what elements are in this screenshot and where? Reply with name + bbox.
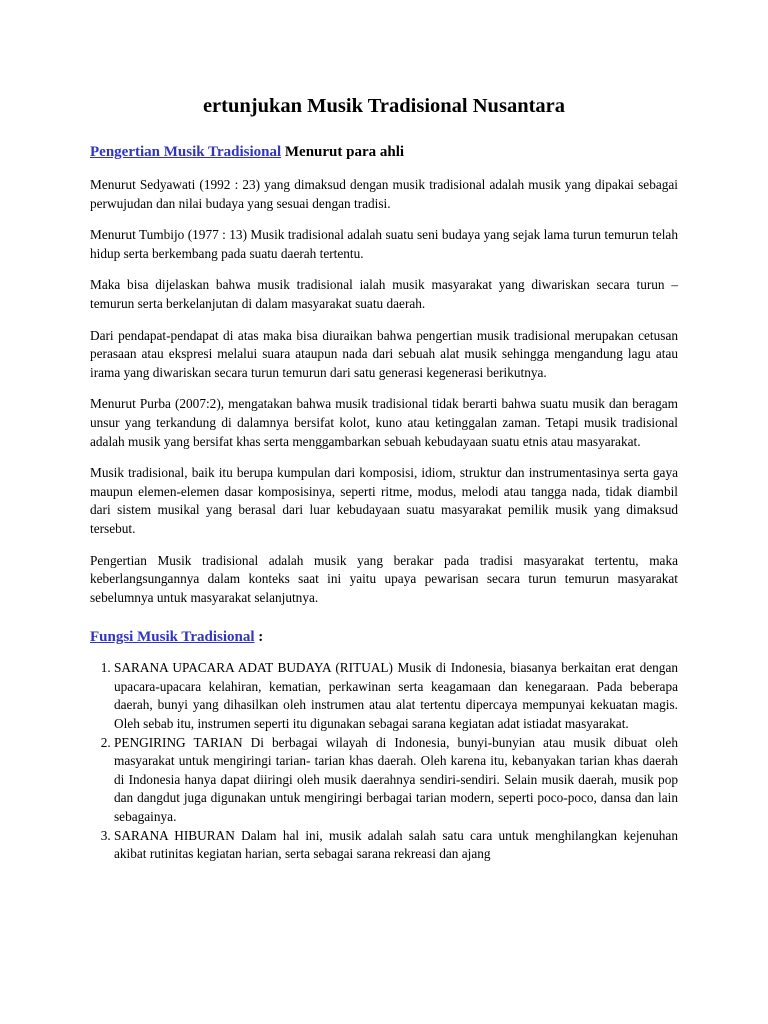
paragraph-sedyawati: Menurut Sedyawati (1992 : 23) yang dimaksud dengan musik tradisional adalah musik yang dipakai sebagai perwujudan dan nilai budaya yang sesuai dengan tradisi. xyxy=(90,177,678,211)
pengertian-heading-rest: Menurut para ahli xyxy=(281,144,405,160)
fungsi-heading-rest: : xyxy=(254,629,264,646)
list-item: 3. SARANA HIBURAN Dalam hal ini, musik adalah salah satu cara untuk menghilangkan kejenuhan akibat rutinitas kegiatan harian, serta sebagai sarana rekreasi dan ajang xyxy=(114,827,678,864)
paragraph-conclusion: Maka bisa dijelaskan bahwa musik tradisional ialah musik masyarakat yang diwariskan secara turun – temurun serta berkelanjutan di dalam masyarakat suatu daerah. xyxy=(90,277,678,311)
section-heading-pengertian xyxy=(90,142,678,162)
paragraph-pengertian-akar: Pengertian Musik tradisional adalah musik yang berakar pada tradisi masyarakat tertentu, maka keberlangsungannya dalam konteks saat ini yaitu upaya pewarisan secara turun temurun masyarakat sebelumnya untuk masyarakat selanjutnya. xyxy=(90,552,678,605)
fungsi-link[interactable]: Fungsi Musik Tradisional xyxy=(90,629,255,646)
document-page xyxy=(90,94,678,864)
paragraph-komposisi: Musik tradisional, baik itu berupa kumpulan dari komposisi, idiom, struktur dan instrumentasinya serta gaya maupun elemen-elemen dasar komposisinya, seperti ritme, modus, melodi atau tangga nada, tidak diambil dari sistem musikal yang berasal dari luar kebudayaan suatu masyarakat pemilik musik yang dimaksud tersebut. xyxy=(90,465,678,536)
section-heading-fungsi xyxy=(90,627,678,647)
paragraph-purba: Menurut Purba (2007:2), mengatakan bahwa musik tradisional tidak berarti bahwa suatu musik dan beragam unsur yang terkandung di dalamnya bersifat kolot, kuno atau ketinggalan zaman. Tetapi musik tradisional adalah musik yang bersifat khas serta menggambarkan sebuah kebudayaan suatu etnis atau masyarakat. xyxy=(90,396,678,449)
list-item: 2. PENGIRING TARIAN Di berbagai wilayah di Indonesia, bunyi-bunyian atau musik dibuat oleh masyarakat untuk mengiringi tarian- tarian khas daerah. Oleh karena itu, kebanyakan tarian khas daerah di Indonesia hanya dapat diiringi oleh musik daerahnya sendiri-sendiri. Selain musik daerah, musik pop dan dangdut juga digunakan untuk mengiringi berbagai tarian modern, seperti poco-poco, dansa dan lain sebagainya. xyxy=(114,734,678,827)
list-item: 1. SARANA UPACARA ADAT BUDAYA (RITUAL) Musik di Indonesia, biasanya berkaitan erat dengan upacara-upacara kelahiran, kematian, perkawinan serta keagamaan dan kenegaraan. Pada beberapa daerah, bunyi yang dihasilkan oleh instrumen atau alat tertentu dipercaya mempunyai kekuatan magis. Oleh sebab itu, instrumen seperti itu digunakan sebagai sarana kegiatan adat istiadat masyarakat. xyxy=(114,659,678,733)
document-title: ertunjukan Musik Tradisional Nusantara xyxy=(202,95,566,117)
fungsi-list xyxy=(90,659,678,864)
paragraph-pendapat: Dari pendapat-pendapat di atas maka bisa diuraikan bahwa pengertian musik tradisional merupakan cetusan perasaan atau ekspresi melalui suara ataupun nada dari sebuah alat musik sehingga mengandung lagu atau irama yang diwariskan secara turun temurun dari satu generasi kegenerasi berikutnya. xyxy=(90,327,678,380)
paragraph-tumbijo: Menurut Tumbijo (1977 : 13) Musik tradisional adalah suatu seni budaya yang sejak lama turun temurun telah hidup serta berkembang pada suatu daerah tertentu. xyxy=(90,227,678,261)
pengertian-link[interactable]: Pengertian Musik Tradisional xyxy=(90,144,282,160)
